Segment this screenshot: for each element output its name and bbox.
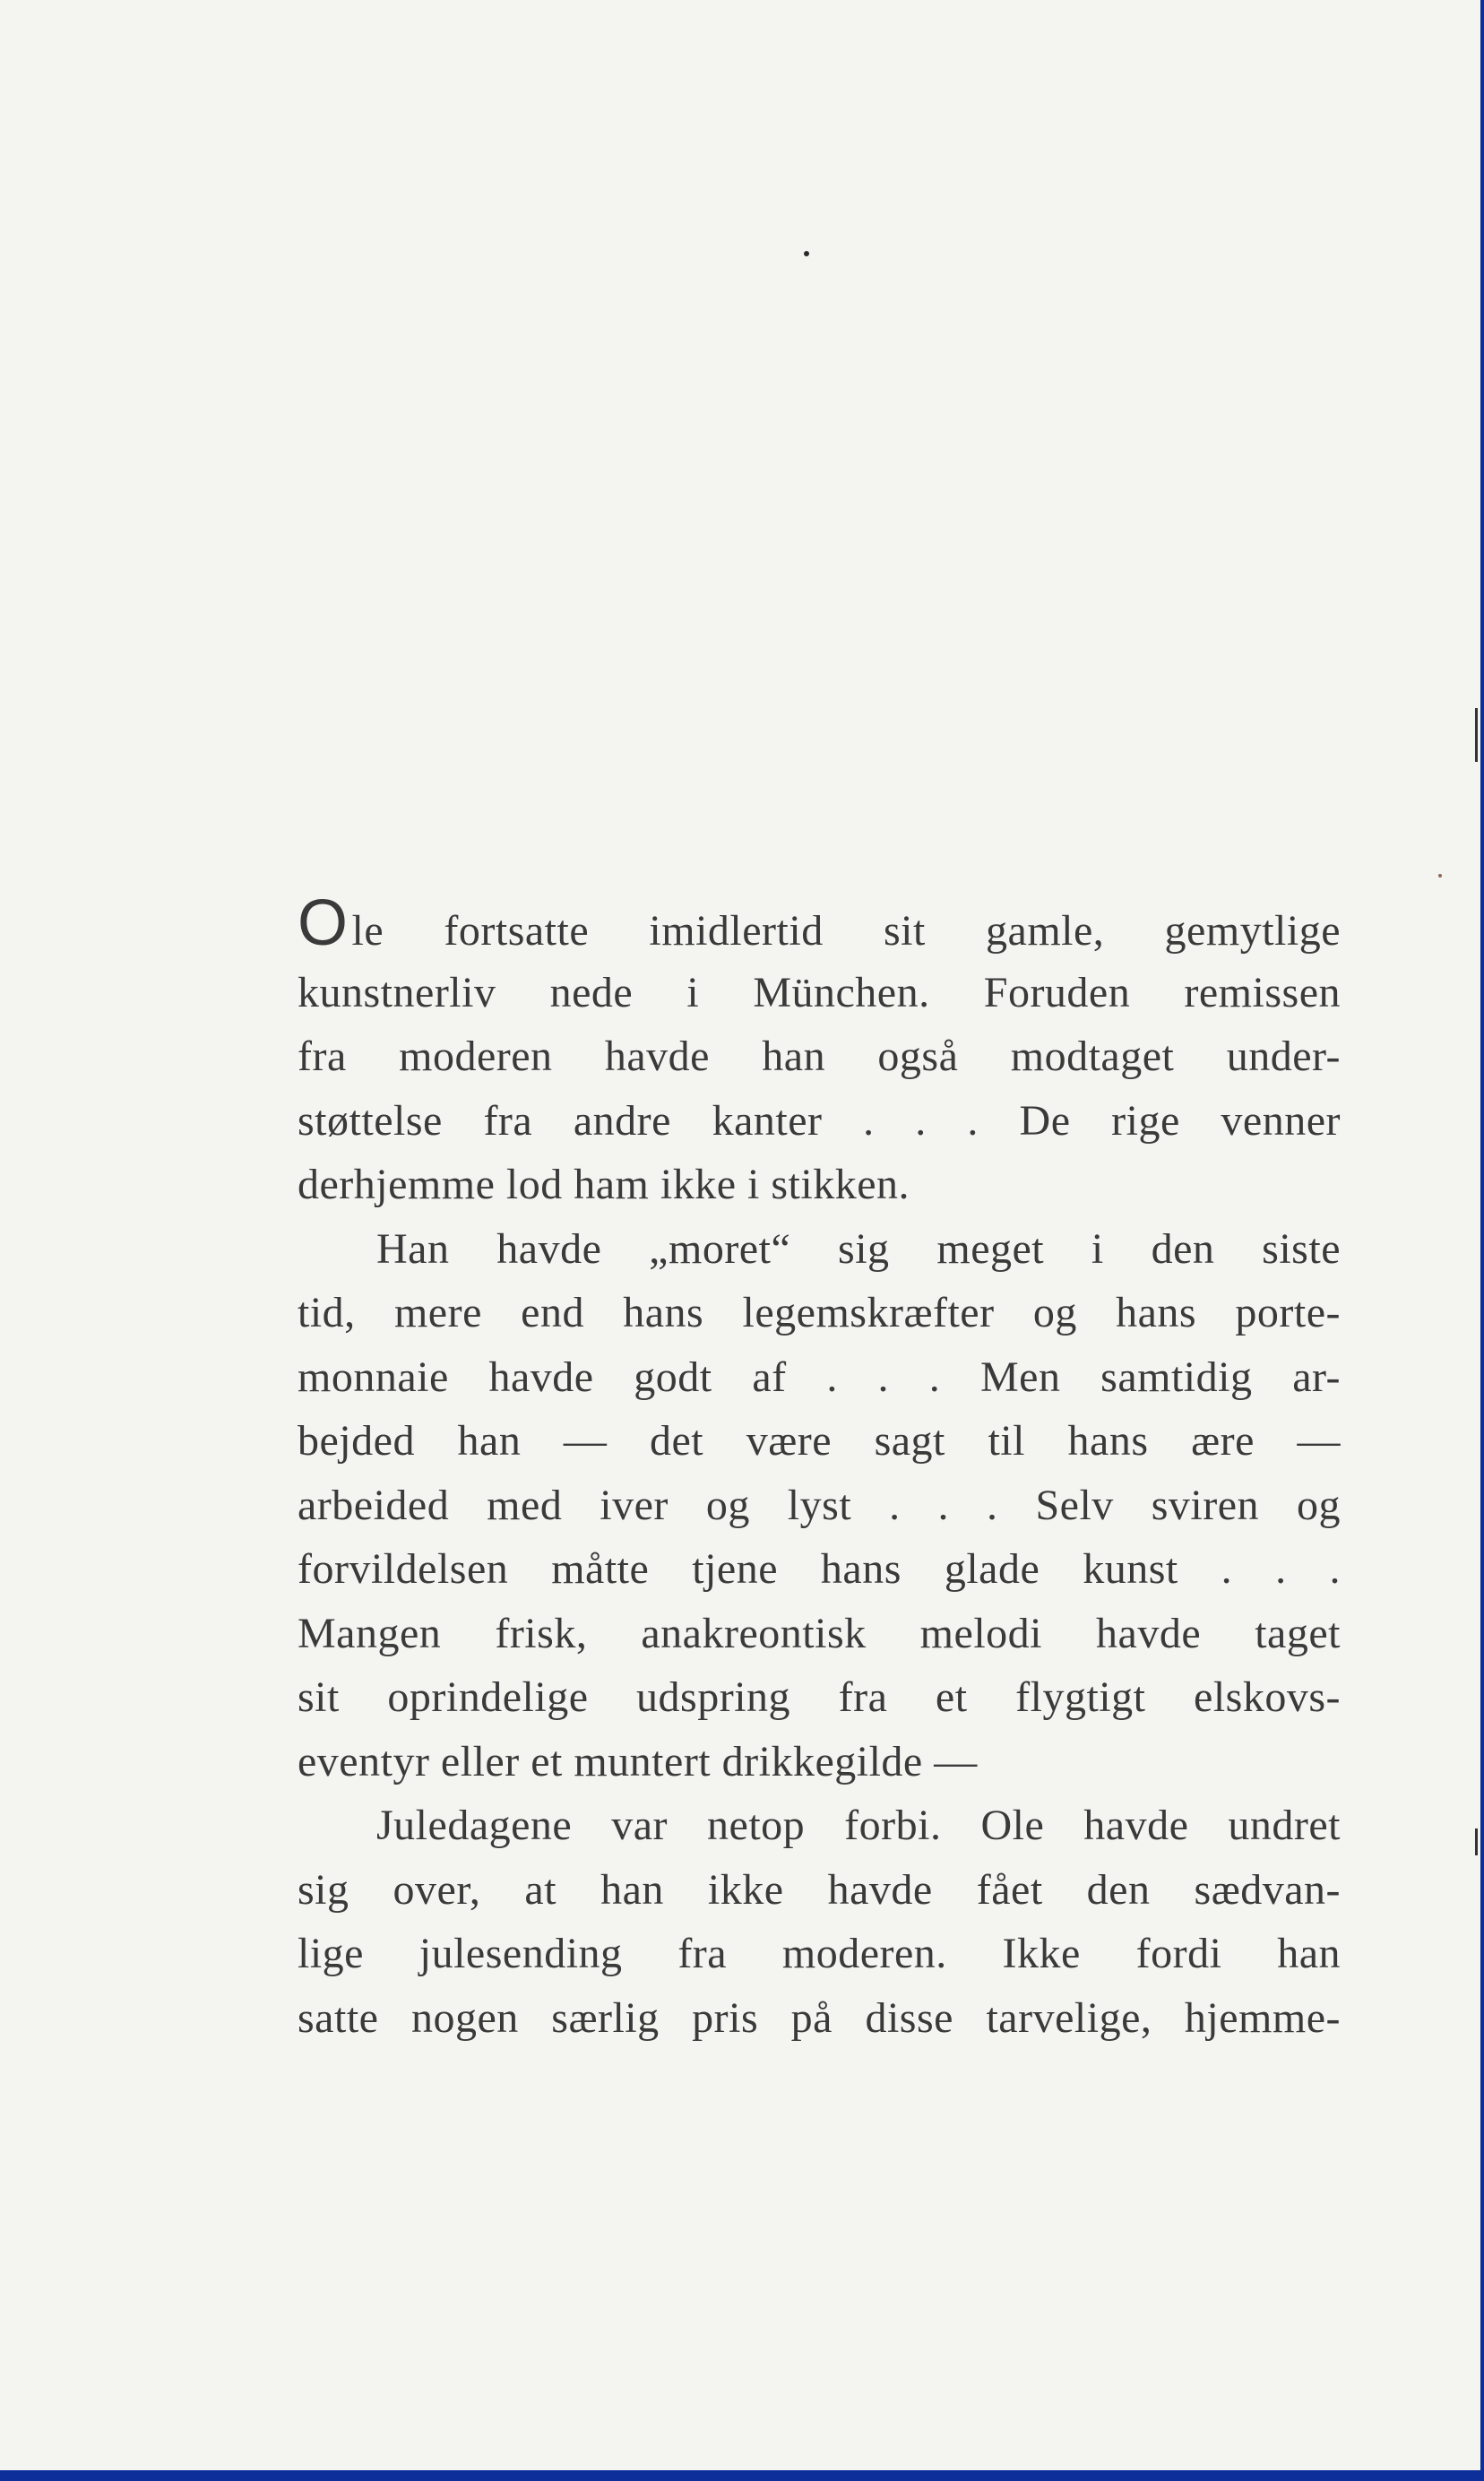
text-line: arbeided med iver og lyst . . . Selv sviren og [298,1481,1341,1529]
body-text [298,887,1341,2050]
paper-blemish [1438,874,1442,877]
text-line: lige julesending fra moderen. Ikke fordi han [298,1930,1341,1977]
text-line: Han havde „moret“ sig meget i den siste [376,1224,1341,1273]
ink-speck [804,251,809,256]
text-line: sig over, at han ikke havde fået den sædvan- [298,1865,1341,1914]
text-line: kunstnerliv nede i München. Foruden remissen [298,968,1341,1016]
text-line: sit oprindelige udspring fra et flygtigt elskovs- [298,1673,1341,1721]
text-line: eventyr eller et muntert drikkegilde — [298,1737,978,1785]
paragraph-3 [298,1794,1341,2050]
page-edge-mark [1475,708,1478,762]
text-line: forvildelsen måtte tjene hans glade kunst . . . [298,1545,1341,1593]
text-line: Juledagene var netop forbi. Ole havde undret [376,1802,1341,1849]
text-line-content: le fortsatte imidlertid sit gamle, gemytlige [351,907,1341,955]
text-line: bejded han — det være sagt til hans ære — [298,1417,1341,1465]
paragraph-1 [298,887,1341,1217]
text-line: satte nogen særlig pris på disse tarvelige, hjemme- [298,1993,1341,2042]
scan-border-bottom [0,2470,1484,2481]
text-line: fra moderen havde han også modtaget under- [298,1033,1341,1080]
drop-cap: O [298,887,349,959]
text-line: Mangen frisk, anakreontisk melodi havde taget [298,1609,1341,1657]
text-line: støttelse fra andre kanter . . . De rige venner [298,1096,1341,1145]
page-edge-mark [1475,1828,1478,1855]
text-line: tid, mere end hans legemskræfter og hans porte- [298,1289,1341,1336]
text-line [298,887,1341,961]
scan-border-right [1480,0,1484,2481]
text-line: monnaie havde godt af . . . Men samtidig ar- [298,1353,1341,1401]
text-line: derhjemme lod ham ikke i stikken. [298,1161,910,1208]
paragraph-2 [298,1217,1341,1794]
